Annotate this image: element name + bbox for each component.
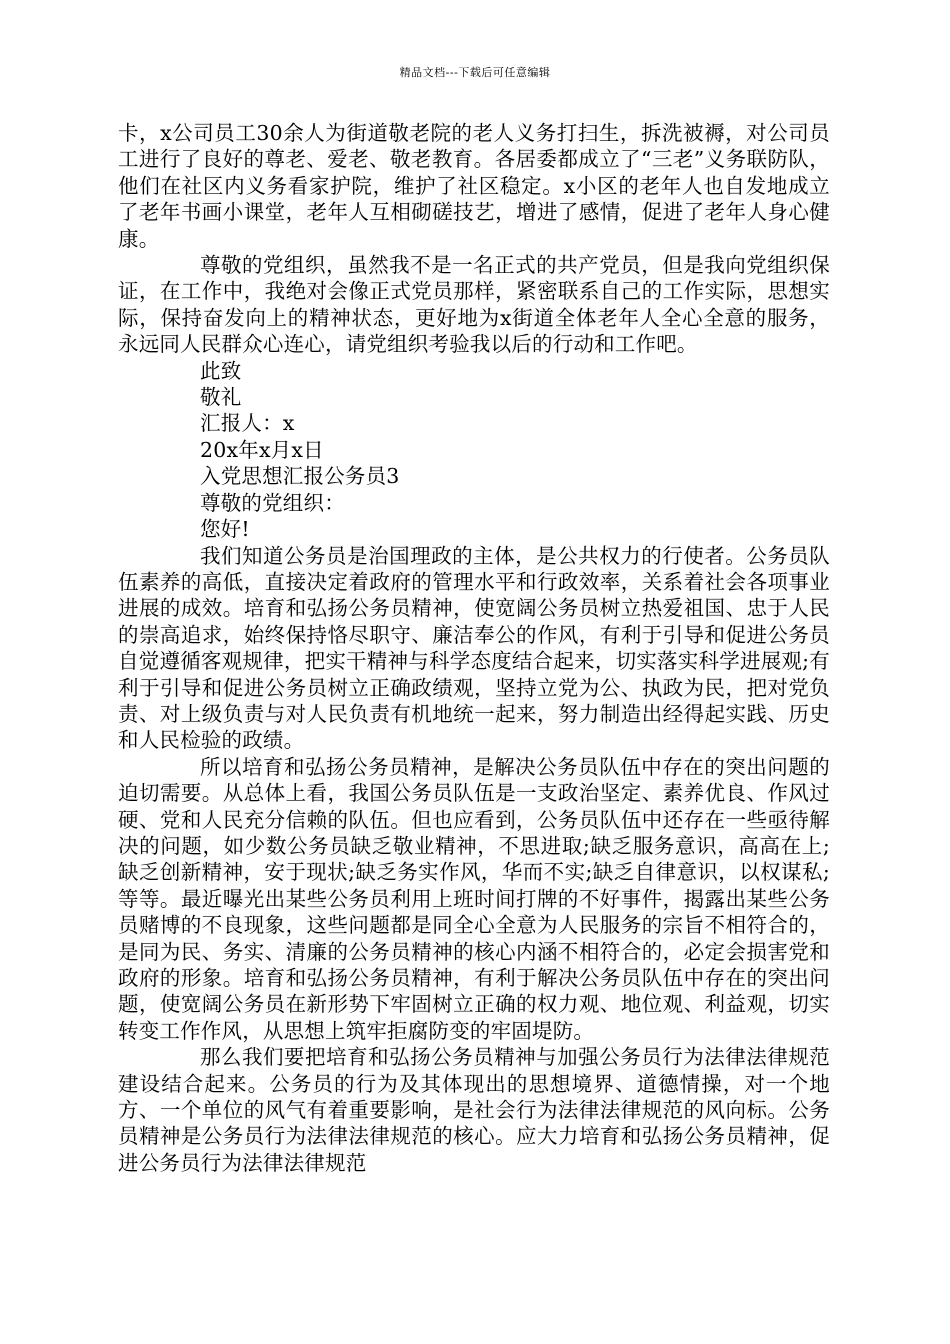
closing-jingli: 敬礼 — [200, 385, 242, 410]
salutation: 尊敬的党组织： — [200, 490, 345, 515]
reporter-line: 汇报人：x — [200, 411, 295, 436]
paragraph-conduct-norms: 那么我们要把培育和弘扬公务员精神与加强公务员行为法律法律规范建设结合起来。公务员的行为及其体现出的思想境界、道德情操，对一个地方、一个单位的风气有着重要影响，是社会行为法律法律规范的风向标。公务员精神是公务员行为法律法律规范的核心。应大力培育和弘扬公务员精神，促进公务员行为法律法律规范 — [118, 1045, 830, 1175]
closing-cizhi: 此致 — [200, 358, 242, 383]
paragraph-volunteer-activities: 卡，x公司员工30余人为街道敬老院的老人义务打扫生，拆洗被褥，对公司员工进行了良好的尊老、爱老、敬老教育。各居委都成立了“三老”义务联防队，他们在社区内义务看家护院，维护了社区稳定。x小区的老年人也自发地成立了老年书画小课堂，老年人互相砌磋技艺，增进了感情，促进了老年人身心健康。 — [118, 121, 830, 251]
page-header: 精品文档---下载后可任意编辑 — [399, 66, 551, 79]
date-line: 20x年x月x日 — [200, 437, 324, 462]
greeting: 您好! — [200, 517, 250, 542]
paragraph-civil-servant-role: 我们知道公务员是治国理政的主体，是公共权力的行使者。公务员队伍素养的高低，直接决定着政府的管理水平和行政效率，关系着社会各项事业进展的成效。培育和弘扬公务员精神，使宽阔公务员树立热爱祖国、忠于人民的崇高追求，始终保持恪尽职守、廉洁奉公的作风，有利于引导和促进公务员自觉遵循客观规律，把实干精神与科学态度结合起来，切实落实科学进展观;有利于引导和促进公务员树立正确政绩观，坚持立党为公、执政为民，把对党负责、对上级负责与对人民负责有机地统一起来，努力制造出经得起实践、历史和人民检验的政绩。 — [118, 543, 830, 753]
paragraph-pledge: 尊敬的党组织，虽然我不是一名正式的共产党员，但是我向党组织保证，在工作中，我绝对会像正式党员那样，紧密联系自己的工作实际，思想实际，保持奋发向上的精神状态，更好地为x街道全体老年人全心全意的服务，永远同人民群众心连心，请党组织考验我以后的行动和工作吧。 — [118, 253, 830, 357]
paragraph-urgent-need: 所以培育和弘扬公务员精神，是解决公务员队伍中存在的突出问题的迫切需要。从总体上看，我国公务员队伍是一支政治坚定、素养优良、作风过硬、党和人民充分信赖的队伍。但也应看到，公务员队伍中还存在一些亟待解决的问题，如少数公务员缺乏敬业精神，不思进取;缺乏服务意识，高高在上;缺乏创新精神，安于现状;缺乏务实作风，华而不实;缺乏自律意识，以权谋私;等等。最近曝光出某些公务员利用上班时间打牌的不好事件，揭露出某些公务员赌博的不良现象，这些问题都是同全心全意为人民服务的宗旨不相符合的，是同为民、务实、清廉的公务员精神的核心内涵不相符合的，必定会损害党和政府的形象。培育和弘扬公务员精神，有利于解决公务员队伍中存在的突出问题，使宽阔公务员在新形势下牢固树立正确的权力观、地位观、利益观，切实转变工作作风，从思想上筑牢拒腐防变的牢固堤防。 — [118, 754, 830, 1043]
document-body — [118, 120, 830, 1176]
section-title: 入党思想汇报公务员3 — [200, 464, 400, 489]
